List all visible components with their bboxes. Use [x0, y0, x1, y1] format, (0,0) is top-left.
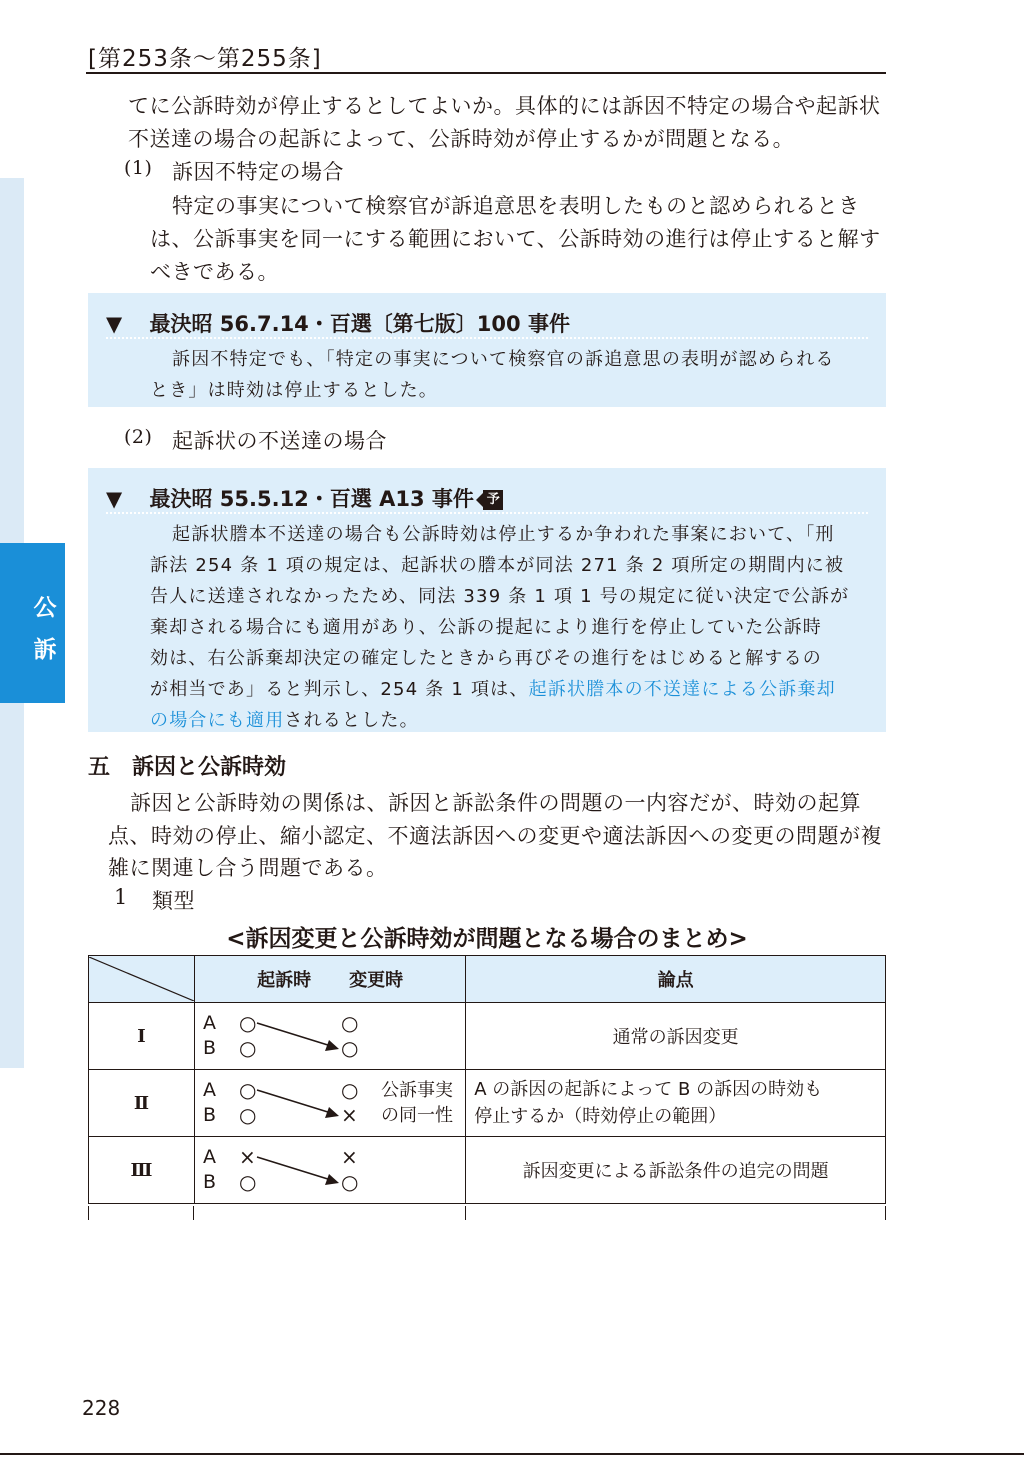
- mark-b-start: ○: [239, 1103, 257, 1127]
- row-number: Ⅰ: [89, 1003, 195, 1070]
- case-heading: [106, 308, 570, 338]
- transition-cell: [195, 1137, 466, 1204]
- item-title: 起訴状の不送達の場合: [172, 429, 387, 453]
- item-number: (1): [124, 157, 153, 179]
- mark-a-end: ×: [341, 1145, 358, 1169]
- summary-table: [88, 955, 886, 1204]
- case-line: が相当であ」ると判示し、254 条 1 項は、起訴状謄本の不送達による公訴棄却: [150, 679, 836, 700]
- mark-a-end: ○: [341, 1011, 359, 1035]
- arrow-icon: [255, 1017, 345, 1057]
- mark-b-end: ×: [341, 1103, 358, 1127]
- table-continuation-line: [465, 1206, 466, 1220]
- item-number: (2): [124, 426, 153, 448]
- case-box: [88, 293, 886, 407]
- highlighted-text: の場合にも適用: [150, 710, 285, 731]
- row-number: Ⅱ: [89, 1070, 195, 1137]
- section-heading: 五 訴因と公訴時効: [88, 754, 287, 780]
- mark-b-end: ○: [341, 1036, 359, 1060]
- case-line: 告人に送達されなかったため、同法 339 条 1 項 1 号の規定に従い決定で公訴が: [150, 586, 850, 607]
- case-line: 訴法 254 条 1 項の規定は、起訴状の謄本が同法 271 条 2 項所定の期間内に被: [150, 555, 845, 576]
- row-note: の同一性: [381, 1105, 453, 1126]
- body-line: 訴因と公訴時効の関係は、訴因と訴訟条件の問題の一内容だが、時効の起算: [130, 791, 861, 815]
- label-a: A: [203, 1146, 216, 1168]
- issue-cell: A の訴因の起訴によって B の訴因の時効も 停止するか（時効停止の範囲）: [466, 1070, 886, 1137]
- header-cell: 起訴時 変更時: [195, 956, 466, 1003]
- chapter-tab-char: 公: [33, 595, 57, 621]
- case-line: 起訴状謄本不送達の場合も公訴時効は停止するか争われた事案において、「刑: [172, 524, 835, 545]
- chapter-tab[interactable]: [0, 543, 65, 703]
- table-continuation-line: [88, 1206, 89, 1220]
- table-continuation-line: [193, 1206, 194, 1220]
- case-line: とき」は時効は停止するとした。: [150, 380, 438, 401]
- subsection-title: 類型: [152, 889, 195, 913]
- item-title: 訴因不特定の場合: [172, 160, 344, 184]
- transition-cell: [195, 1070, 466, 1137]
- page-number: 228: [82, 1396, 121, 1420]
- table-row: [89, 1003, 886, 1070]
- body-line: は、公訴事実を同一にする範囲において、公訴時効の進行は停止すると解す: [150, 227, 881, 251]
- subsection-number: 1: [114, 885, 128, 909]
- arrow-icon: [255, 1151, 345, 1191]
- table-header-row: [89, 956, 886, 1003]
- mark-b-end: ○: [341, 1170, 359, 1194]
- arrow-icon: [255, 1084, 345, 1124]
- case-line: 効は、右公訴棄却決定の確定したときから再びその進行をはじめると解するの: [150, 648, 822, 669]
- header-rule: [86, 72, 886, 74]
- row-number: Ⅲ: [89, 1137, 195, 1204]
- label-a: A: [203, 1079, 216, 1101]
- table-continuation-line: [885, 1206, 886, 1220]
- body-line: 不送達の場合の起訴によって、公訴時効が停止するかが問題となる。: [128, 127, 795, 151]
- table-row: [89, 1070, 886, 1137]
- case-heading-text: 最決昭 56.7.14・百選〔第七版〕100 事件: [149, 312, 570, 336]
- body-line: てに公訴時効が停止するとしてよいか。具体的には訴因不特定の場合や起訴状: [128, 94, 881, 118]
- case-line: 訴因不特定でも、「特定の事実について検察官の訴追意思の表明が認められる: [172, 349, 835, 370]
- diagonal-line: [89, 957, 194, 1001]
- mark-a-end: ○: [341, 1078, 359, 1102]
- issue-cell: 訴因変更による訴訟条件の追完の問題: [466, 1137, 886, 1204]
- triangle-marker-icon: ▼: [106, 312, 123, 336]
- label-a: A: [203, 1012, 216, 1034]
- mark-b-start: ○: [239, 1036, 257, 1060]
- transition-cell: [195, 1003, 466, 1070]
- dotted-rule: [106, 512, 868, 514]
- exam-badge-icon: 予: [483, 490, 503, 510]
- label-b: B: [203, 1171, 217, 1193]
- case-line: 棄却される場合にも適用があり、公訴の提起により進行を停止していた公訴時: [150, 617, 822, 638]
- body-line: 特定の事実について検察官が訴追意思を表明したものと認められるとき: [172, 194, 860, 218]
- mark-a-start: ○: [239, 1011, 257, 1035]
- mark-b-start: ○: [239, 1170, 257, 1194]
- bottom-rule: [0, 1453, 1024, 1455]
- triangle-marker-icon: ▼: [106, 487, 123, 511]
- dotted-rule: [106, 337, 868, 339]
- mark-a-start: ○: [239, 1078, 257, 1102]
- table-caption: <訴因変更と公訴時効が問題となる場合のまとめ>: [226, 926, 748, 952]
- highlighted-text: 起訴状謄本の不送達による公訴棄却: [528, 679, 836, 700]
- body-line: べきである。: [150, 260, 279, 284]
- table-row: [89, 1137, 886, 1204]
- label-b: B: [203, 1104, 217, 1126]
- diagonal-header-cell: [89, 956, 195, 1003]
- case-heading: [106, 483, 503, 513]
- label-b: B: [203, 1037, 217, 1059]
- body-line: 雑に関連し合う問題である。: [108, 856, 388, 880]
- mark-a-start: ×: [239, 1145, 256, 1169]
- case-heading-text: 最決昭 55.5.12・百選 A13 事件: [149, 487, 474, 511]
- issue-cell: 通常の訴因変更: [466, 1003, 886, 1070]
- row-note: 公訴事実: [381, 1080, 453, 1101]
- page-header-title: [第253条〜第255条]: [88, 46, 322, 72]
- chapter-tab-char: 訴: [33, 637, 57, 663]
- header-cell: 論点: [466, 956, 886, 1003]
- case-line: の場合にも適用されるとした。: [150, 710, 419, 731]
- case-box: [88, 468, 886, 732]
- body-line: 点、時効の停止、縮小認定、不適法訴因への変更や適法訴因への変更の問題が複: [108, 824, 882, 848]
